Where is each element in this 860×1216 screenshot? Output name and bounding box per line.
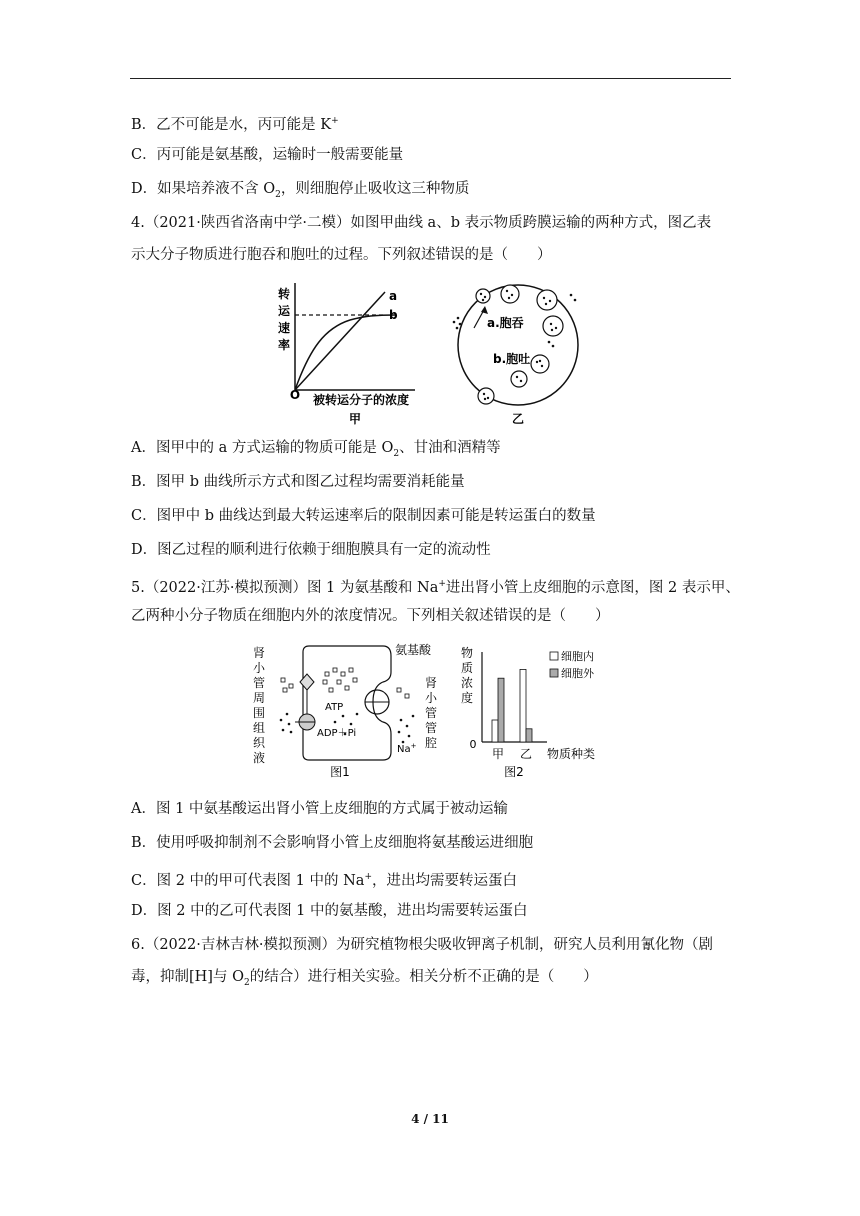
svg-text:周: 周	[252, 691, 266, 705]
q4-label-b: b	[389, 308, 398, 322]
q5-legend-inside: 细胞内	[561, 650, 594, 663]
bar-乙-细胞外	[526, 729, 532, 742]
svg-text:小: 小	[424, 691, 438, 705]
q6-stem-line1: 6.（2022·吉林吉林·模拟预测）为研究植物根尖吸收钾离子机制，研究人员利用氰化物（剧	[131, 937, 713, 953]
option-prev-d: D．如果培养液不含 $O_2$，则细胞停止吸收这三种物质	[131, 181, 470, 200]
q5-amino-label: 氨基酸	[395, 643, 432, 657]
q5-na-label: Na+	[397, 742, 417, 755]
q4-ylabel-2: 速	[277, 321, 291, 335]
q4-stem-line1: 4.（2021·陕西省洛南中学·二模）如图甲曲线 a、b 表示物质跨膜运输的两种方式，图乙表	[131, 215, 712, 231]
q4-caption-jia: 甲	[348, 412, 362, 426]
q4-graph-jia	[278, 283, 415, 426]
q6-stem-line2: 毒，抑制[H]与 $O_2$的结合）进行相关实验。相关分析不正确的是（ ）	[131, 969, 598, 988]
svg-text:组: 组	[252, 721, 266, 735]
svg-text:肾: 肾	[252, 646, 266, 660]
q5-fig1	[253, 643, 438, 779]
svg-text:质: 质	[460, 661, 474, 675]
q4-option-c: C．图甲中 b 曲线达到最大转运速率后的限制因素可能是转运蛋白的数量	[131, 508, 596, 524]
svg-text:管: 管	[424, 706, 438, 720]
q4-caption-yi: 乙	[511, 412, 525, 426]
q5-xtick-jia: 甲	[491, 747, 505, 761]
page-number: 4 / 11	[411, 1112, 449, 1126]
svg-text:小: 小	[252, 661, 266, 675]
bar-乙-细胞内	[520, 669, 526, 742]
svg-text:织: 织	[252, 736, 266, 750]
q4-label-a: a	[389, 289, 398, 303]
q5-figure	[245, 642, 615, 787]
q5-option-c: C．图 2 中的甲可代表图 1 中的 Na+，进出均需要转运蛋白	[131, 872, 517, 889]
q5-option-b: B．使用呼吸抑制剂不会影响肾小管上皮细胞将氨基酸运进细胞	[131, 835, 534, 851]
q4-option-b: B．图甲 b 曲线所示方式和图乙过程均需要消耗能量	[131, 474, 465, 490]
option-prev-b: B．乙不可能是水，丙可能是 K+	[131, 116, 339, 133]
q4-ylabel-0: 转	[277, 287, 291, 301]
q5-fig2-chart	[461, 645, 595, 779]
svg-text:度: 度	[460, 691, 474, 705]
svg-text:腔: 腔	[424, 736, 438, 750]
svg-text:围: 围	[252, 706, 266, 720]
q4-origin: O	[289, 388, 301, 402]
svg-text:肾: 肾	[424, 676, 438, 690]
bar-甲-细胞内	[492, 720, 498, 742]
q4-curve-b	[295, 315, 395, 390]
svg-text:管: 管	[252, 676, 266, 690]
q4-curve-a	[295, 292, 385, 390]
q4-stem-line2: 示大分子物质进行胞吞和胞吐的过程。下列叙述错误的是（ ）	[131, 247, 552, 263]
q4-option-d: D．图乙过程的顺利进行依赖于细胞膜具有一定的流动性	[131, 542, 491, 558]
q4-cell-yi	[453, 285, 578, 426]
q5-stem-line2: 乙两种小分子物质在细胞内外的浓度情况。下列相关叙述错误的是（ ）	[131, 608, 610, 624]
q4-ylabel-1: 运	[277, 304, 291, 318]
bar-甲-细胞外	[498, 678, 504, 742]
q5-legend-outside: 细胞外	[561, 667, 594, 680]
q4-xlabel: 被转运分子的浓度	[312, 393, 410, 407]
q5-legend-outside-swatch	[550, 669, 558, 677]
q4-ylabel-3: 率	[277, 338, 291, 352]
svg-text:物: 物	[460, 646, 474, 660]
q5-legend-inside-swatch	[550, 652, 558, 660]
q4-label-exocytosis: b.胞吐	[493, 352, 531, 366]
q5-xtick-yi: 乙	[519, 747, 533, 761]
q5-option-a: A．图 1 中氨基酸运出肾小管上皮细胞的方式属于被动运输	[131, 801, 508, 817]
q5-atp: ATP	[325, 702, 344, 713]
q5-cell-outline	[303, 646, 391, 760]
q5-caption-fig1: 图1	[330, 765, 350, 779]
header-rule	[130, 78, 731, 79]
q5-caption-fig2: 图2	[504, 765, 524, 779]
q4-figure	[265, 278, 585, 428]
q5-fig2-xlabel: 物质种类	[546, 747, 596, 761]
q5-stem-line1: 5.（2022·江苏·模拟预测）图 1 为氨基酸和 Na+进出肾小管上皮细胞的示意图，图 2 表示甲、	[131, 579, 740, 596]
q5-fig2-origin: 0	[469, 738, 477, 751]
svg-text:浓: 浓	[460, 676, 474, 690]
q4-option-a: A．图甲中的 a 方式运输的物质可能是 $O_2$、甘油和酒精等	[131, 440, 501, 459]
svg-text:管: 管	[424, 721, 438, 735]
svg-text:液: 液	[252, 751, 266, 765]
q5-option-d: D．图 2 中的乙可代表图 1 中的氨基酸，进出均需要转运蛋白	[131, 903, 528, 919]
option-prev-c: C．丙可能是氨基酸，运输时一般需要能量	[131, 147, 404, 163]
q4-label-endocytosis: a.胞吞	[487, 316, 524, 330]
q5-adp: ADP＋Pi	[317, 728, 357, 739]
